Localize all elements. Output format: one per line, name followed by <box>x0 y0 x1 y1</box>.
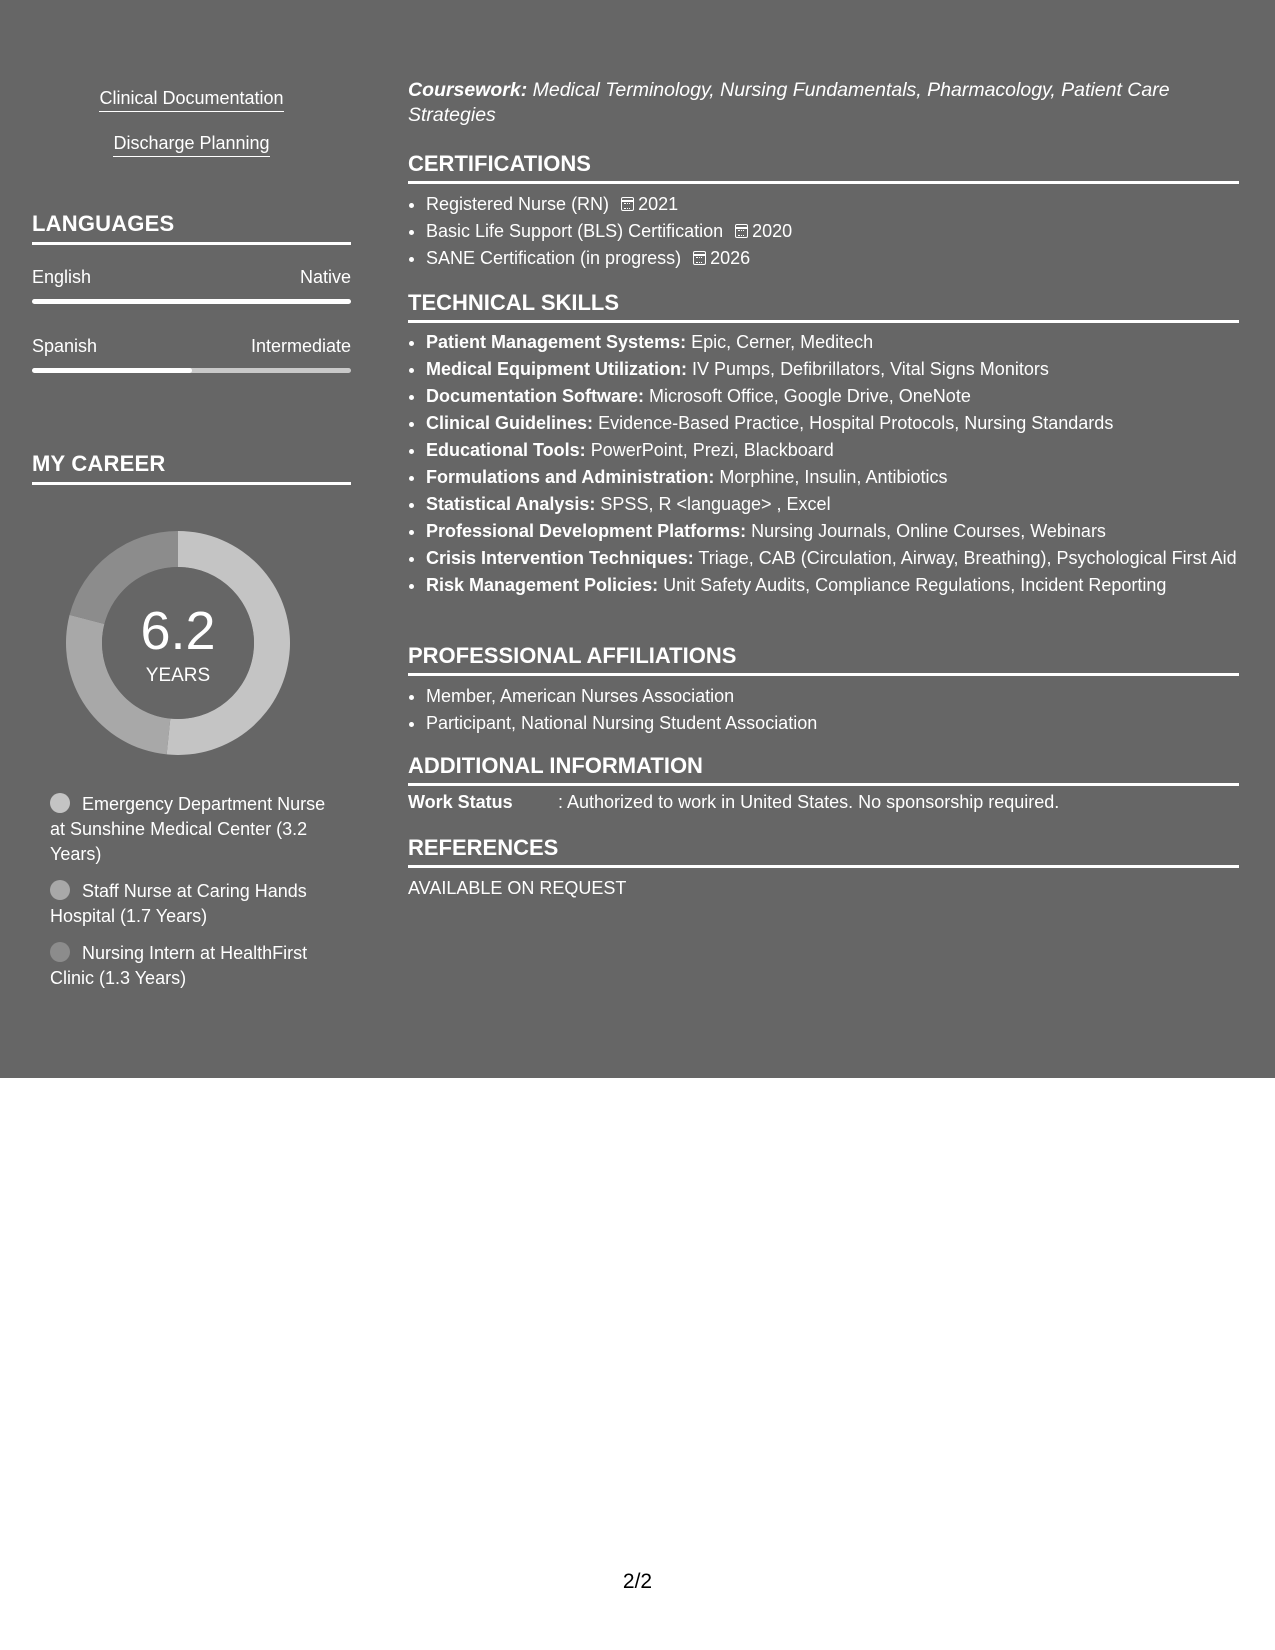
skill-label: Professional Development Platforms: <box>426 521 747 541</box>
skill-value: Morphine, Insulin, Antibiotics <box>719 467 948 487</box>
skill-label: Patient Management Systems: <box>426 332 687 352</box>
skill-value: PowerPoint, Prezi, Blackboard <box>590 440 834 460</box>
skill-tag-label: Clinical Documentation <box>99 88 283 112</box>
language-proficiency-fill <box>32 299 351 304</box>
coursework-label: Coursework: <box>408 79 528 101</box>
technical-skill-item <box>426 330 1257 355</box>
career-legend-label: Staff Nurse at Caring Hands Hospital (1.7 Years) <box>50 881 307 926</box>
work-status-row <box>408 792 1239 813</box>
technical-skill-item <box>426 438 1257 463</box>
legend-dot-icon <box>50 942 70 962</box>
language-proficiency-bar <box>32 368 351 373</box>
work-status-value: : Authorized to work in United States. No sponsorship required. <box>558 792 1060 812</box>
technical-skill-item <box>426 411 1257 436</box>
skill-tag <box>32 88 351 112</box>
languages-heading: LANGUAGES <box>32 211 351 245</box>
career-legend <box>50 792 340 1003</box>
certification-item <box>426 245 1257 272</box>
language-name: Spanish <box>32 336 98 356</box>
skill-label: Risk Management Policies: <box>426 575 659 595</box>
skill-label: Formulations and Administration: <box>426 467 715 487</box>
page-number: 2/2 <box>622 1570 653 1593</box>
skill-value: IV Pumps, Defibrillators, Vital Signs Monitors <box>692 359 1049 379</box>
technical-skill-item <box>426 384 1257 409</box>
technical-skill-item <box>426 492 1257 517</box>
language-level: Intermediate <box>250 336 351 356</box>
certification-name: SANE Certification (in progress) <box>426 248 682 268</box>
language-level: Native <box>299 267 351 287</box>
certifications-list <box>408 191 1257 272</box>
language-row <box>32 267 351 288</box>
coursework <box>408 78 1239 128</box>
skill-tag-label: Discharge Planning <box>113 133 269 157</box>
technical-skill-item <box>426 573 1257 598</box>
skill-label: Medical Equipment Utilization: <box>426 359 688 379</box>
certification-year: 2020 <box>752 221 793 241</box>
legend-dot-icon <box>50 793 70 813</box>
certification-item <box>426 191 1257 218</box>
technical-skill-item <box>426 519 1257 544</box>
career-legend-item <box>50 941 340 991</box>
work-status-label: Work Status <box>408 792 513 812</box>
skill-value: SPSS, R <language> , Excel <box>600 494 831 514</box>
skill-value: Triage, CAB (Circulation, Airway, Breathing), Psychological First Aid <box>698 548 1237 568</box>
language-proficiency-bar <box>32 299 351 304</box>
career-legend-item <box>50 792 340 867</box>
affiliation-item: • Participant, National Nursing Student Association <box>426 710 1257 737</box>
certification-year: 2026 <box>710 248 751 268</box>
certification-name: Basic Life Support (BLS) Certification <box>426 221 724 241</box>
certification-name: Registered Nurse (RN) <box>426 194 610 214</box>
technical-skills-list <box>408 330 1257 600</box>
career-legend-label: Emergency Department Nurse at Sunshine Medical Center (3.2 Years) <box>50 794 326 864</box>
skill-value: Evidence-Based Practice, Hospital Protocols, Nursing Standards <box>598 413 1114 433</box>
technical-skills-heading: TECHNICAL SKILLS <box>408 290 1239 323</box>
language-row <box>32 336 351 357</box>
calendar-icon <box>693 251 706 265</box>
technical-skill-item <box>426 357 1257 382</box>
career-total-unit: YEARS <box>145 665 211 686</box>
certifications-heading: CERTIFICATIONS <box>408 151 1239 184</box>
career-total-value: 6.2 <box>140 601 216 661</box>
affiliations-list <box>408 683 1257 737</box>
technical-skill-item <box>426 546 1257 571</box>
career-legend-label: Nursing Intern at HealthFirst Clinic (1.3 Years) <box>50 943 308 988</box>
skill-label: Educational Tools: <box>426 440 586 460</box>
skill-label: Crisis Intervention Techniques: <box>426 548 694 568</box>
calendar-icon <box>735 224 748 238</box>
skill-value: Epic, Cerner, Meditech <box>691 332 874 352</box>
skill-label: Clinical Guidelines: <box>426 413 594 433</box>
technical-skill-item <box>426 465 1257 490</box>
references-heading: REFERENCES <box>408 835 1239 868</box>
certification-item <box>426 218 1257 245</box>
skill-label: Statistical Analysis: <box>426 494 596 514</box>
coursework-text: Medical Terminology, Nursing Fundamentals, Pharmacology, Patient Care Strategies <box>408 79 1170 126</box>
references-text: AVAILABLE ON REQUEST <box>408 878 627 898</box>
skill-value: Microsoft Office, Google Drive, OneNote <box>649 386 971 406</box>
skill-value: Unit Safety Audits, Compliance Regulations, Incident Reporting <box>663 575 1167 595</box>
additional-info-heading: ADDITIONAL INFORMATION <box>408 753 1239 786</box>
calendar-icon <box>621 197 634 211</box>
affiliation-item: • Member, American Nurses Association <box>426 683 1257 710</box>
language-proficiency-fill <box>32 368 192 373</box>
career-donut-chart <box>66 531 290 755</box>
legend-dot-icon <box>50 880 70 900</box>
skill-value: Nursing Journals, Online Courses, Webinars <box>751 521 1106 541</box>
skill-label: Documentation Software: <box>426 386 645 406</box>
skill-tag <box>32 133 351 157</box>
career-legend-item <box>50 879 340 929</box>
certification-year: 2021 <box>638 194 679 214</box>
career-heading: MY CAREER <box>32 451 351 485</box>
affiliations-heading: PROFESSIONAL AFFILIATIONS <box>408 643 1239 676</box>
language-name: English <box>32 267 92 287</box>
